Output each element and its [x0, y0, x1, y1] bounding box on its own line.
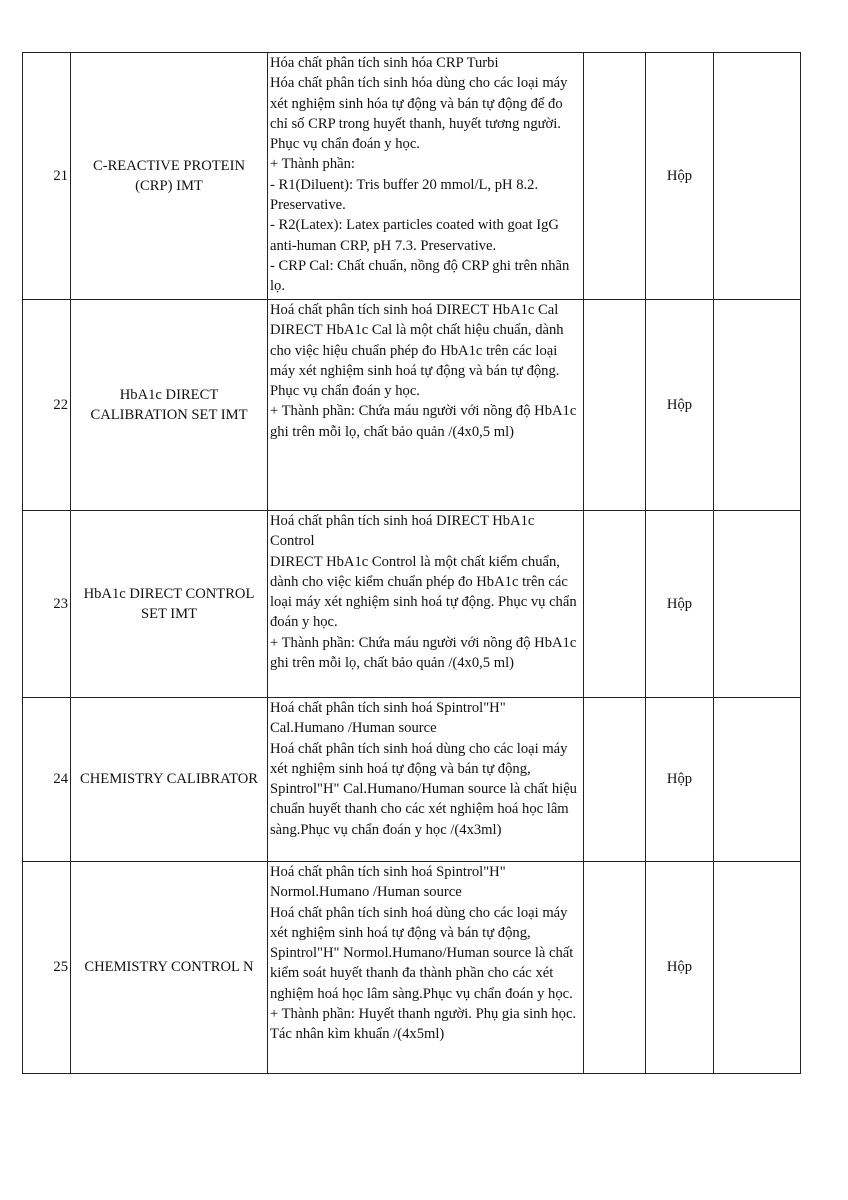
product-table [22, 52, 801, 1074]
empty-cell [714, 862, 801, 1074]
row-number: 25 [23, 862, 71, 1074]
product-name: HbA1c DIRECT CALIBRATION SET IMT [71, 300, 268, 511]
empty-cell [584, 53, 646, 300]
table-row [23, 53, 801, 300]
empty-cell [584, 511, 646, 698]
row-number: 22 [23, 300, 71, 511]
row-number: 24 [23, 698, 71, 862]
row-number: 23 [23, 511, 71, 698]
empty-cell [714, 53, 801, 300]
product-name: CHEMISTRY CALIBRATOR [71, 698, 268, 862]
row-number: 21 [23, 53, 71, 300]
product-name: HbA1c DIRECT CONTROL SET IMT [71, 511, 268, 698]
product-description: Hóa chất phân tích sinh hóa CRP Turbi Hóa chất phân tích sinh hóa dùng cho các loại máy xét nghiệm sinh hóa tự động và bán tự động để đo chỉ số CRP trong huyết thanh, huyết tương người. Phục vụ chẩn đoán y học. + Thành phần: - R1(Diluent): Tris buffer 20 mmol/L, pH 8.2. Preservative. - R2(Latex): Latex particles coated with goat IgG anti-human CRP, pH 7.3. Preservative. - CRP Cal: Chất chuẩn, nồng độ CRP ghi trên nhãn lọ. [268, 53, 584, 300]
product-description: Hoá chất phân tích sinh hoá Spintrol"H" Cal.Humano /Human source Hoá chất phân tích sinh hoá dùng cho các loại máy xét nghiệm sinh hoá tự động và bán tự động, Spintrol"H" Cal.Humano/Human source là chất hiệu chuẩn huyết thanh cho các xét nghiệm hoá học lâm sàng.Phục vụ chẩn đoán y học /(4x3ml) [268, 698, 584, 862]
empty-cell [584, 862, 646, 1074]
empty-cell [584, 300, 646, 511]
table-row [23, 862, 801, 1074]
table-row [23, 300, 801, 511]
unit-cell: Hộp [646, 862, 714, 1074]
unit-cell: Hộp [646, 698, 714, 862]
empty-cell [714, 698, 801, 862]
product-name: CHEMISTRY CONTROL N [71, 862, 268, 1074]
product-description: Hoá chất phân tích sinh hoá Spintrol"H" Normol.Humano /Human source Hoá chất phân tích sinh hoá dùng cho các loại máy xét nghiệm sinh hoá tự động và bán tự động, Spintrol"H" Normol.Humano/Human source là chất kiểm soát huyết thanh đa thành phần cho các xét nghiệm hoá học lâm sàng.Phục vụ chẩn đoán y học. + Thành phần: Huyết thanh người. Phụ gia sinh học. Tác nhân kìm khuẩn /(4x5ml) [268, 862, 584, 1074]
product-description: Hoá chất phân tích sinh hoá DIRECT HbA1c Control DIRECT HbA1c Control là một chất kiểm chuẩn, dành cho việc kiểm chuẩn phép đo HbA1c trên các loại máy xét nghiệm sinh hoá tự động. Phục vụ chẩn đoán y học. + Thành phần: Chứa máu người với nồng độ HbA1c ghi trên mỗi lọ, chất bảo quản /(4x0,5 ml) [268, 511, 584, 698]
empty-cell [714, 300, 801, 511]
product-name: C-REACTIVE PROTEIN (CRP) IMT [71, 53, 268, 300]
empty-cell [584, 698, 646, 862]
table-row [23, 511, 801, 698]
unit-cell: Hộp [646, 300, 714, 511]
unit-cell: Hộp [646, 511, 714, 698]
table-row [23, 698, 801, 862]
unit-cell: Hộp [646, 53, 714, 300]
empty-cell [714, 511, 801, 698]
product-description: Hoá chất phân tích sinh hoá DIRECT HbA1c Cal DIRECT HbA1c Cal là một chất hiệu chuẩn, dành cho việc hiệu chuẩn phép đo HbA1c trên các loại máy xét nghiệm sinh hoá tự động và bán tự động. Phục vụ chẩn đoán y học. + Thành phần: Chứa máu người với nồng độ HbA1c ghi trên mỗi lọ, chất bảo quản /(4x0,5 ml) [268, 300, 584, 511]
